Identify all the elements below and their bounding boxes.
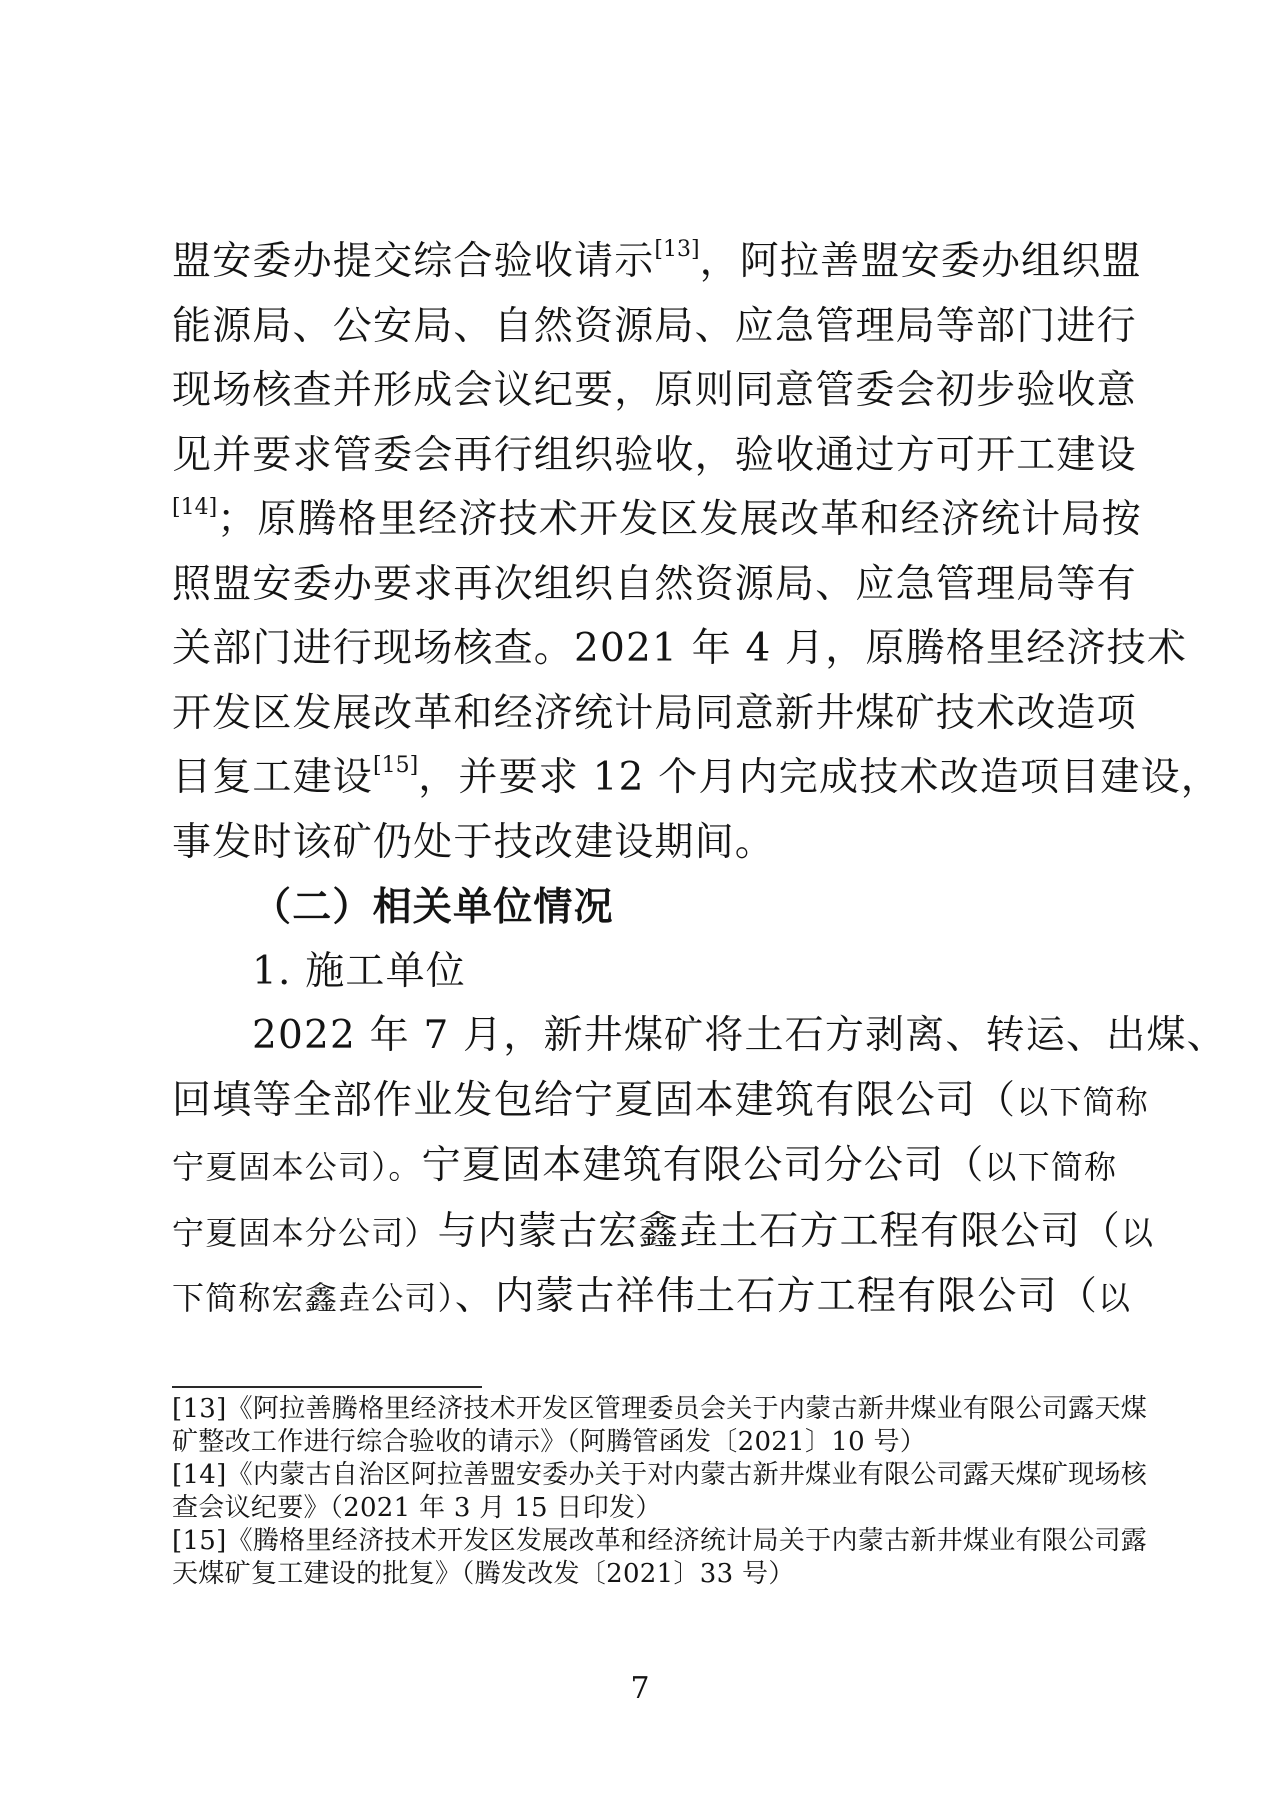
text-line: 开发区发展改革和经济统计局同意新井煤矿技术改造项 — [172, 690, 1137, 736]
line-text: 回填等全部作业发包给宁夏固本建筑有限公司（ — [172, 1077, 1017, 1123]
abbreviation-note: 以 — [1098, 1279, 1132, 1317]
text-line — [172, 230, 1142, 295]
footnote-14-line1: [14]《内蒙古自治区阿拉善盟安委办关于对内蒙古新井煤业有限公司露天煤矿现场核 — [172, 1460, 1148, 1490]
line-text: ，阿拉善盟安委办组织盟 — [699, 239, 1142, 284]
text-line: 2022 年 7 月，新井煤矿将土石方剥离、转运、出煤、 — [252, 1013, 1227, 1058]
text-line — [172, 488, 1142, 553]
text-line — [172, 1134, 1142, 1200]
text-line: 能源局、公安局、自然资源局、应急管理局等部门进行 — [172, 303, 1137, 349]
text-line: 现场核查并形成会议纪要，原则同意管委会初步验收意 — [172, 368, 1137, 413]
text-line — [172, 1200, 1155, 1266]
page-number: 7 — [630, 1671, 650, 1706]
line-text: ；原腾格里经济技术开发区发展改革和经济统计局按 — [217, 497, 1142, 542]
abbreviation-note: 宁夏固本分公司） — [172, 1213, 438, 1252]
abbreviation-note: 以下简称 — [984, 1148, 1118, 1186]
footnote-13-line1: [13]《阿拉善腾格里经济技术开发区管理委员会关于内蒙古新井煤业有限公司露天煤 — [172, 1394, 1148, 1424]
main-text-block — [172, 230, 1227, 1331]
text-line: 关部门进行现场核查。2021 年 4 月，原腾格里经济技术 — [172, 626, 1188, 671]
footnotes-block — [172, 1393, 1152, 1591]
line-text: 目复工建设 — [172, 755, 374, 800]
text-line: 照盟安委办要求再次组织自然资源局、应急管理局等有 — [172, 561, 1137, 607]
text-line — [172, 1265, 1142, 1331]
footnote-ref-15: [15] — [373, 753, 419, 778]
text-line — [172, 746, 1222, 811]
abbreviation-note: 宁夏固本公司）。 — [172, 1148, 422, 1186]
abbreviation-note: 下简称宏鑫垚公司） — [172, 1279, 455, 1317]
line-text: ，并要求 12 个月内完成技术改造项目建设， — [418, 755, 1222, 800]
abbreviation-note: 以 — [1121, 1213, 1155, 1252]
line-text: 与内蒙古宏鑫垚土石方工程有限公司（ — [437, 1208, 1122, 1254]
text-line — [172, 1069, 1150, 1135]
footnote-15-line1: [15]《腾格里经济技术开发区发展改革和经济统计局关于内蒙古新井煤业有限公司露 — [172, 1526, 1148, 1556]
footnote-ref-13: [13] — [654, 237, 700, 262]
text-line: 事发时该矿仍处于技改建设期间。 — [172, 819, 776, 865]
footnote-15-line2: 天煤矿复工建设的批复》（腾发改发〔2021〕33 号） — [172, 1559, 795, 1589]
subsection-heading: 1. 施工单位 — [252, 948, 467, 994]
footnote-ref-14: [14] — [172, 495, 218, 520]
footnote-13-line2: 矿整改工作进行综合验收的请示》（阿腾管函发〔2021〕10 号） — [172, 1427, 927, 1457]
footnote-separator — [172, 1386, 482, 1388]
footnote-14-line2: 查会议纪要》（2021 年 3 月 15 日印发） — [172, 1493, 662, 1523]
line-text: 、内蒙古祥伟土石方工程有限公司（ — [454, 1274, 1099, 1319]
line-text: 宁夏固本建筑有限公司分公司（ — [421, 1143, 985, 1188]
abbreviation-note: 以下简称 — [1016, 1082, 1150, 1121]
text-line: 见并要求管委会再行组织验收，验收通过方可开工建设 — [172, 432, 1137, 478]
line-text: 盟安委办提交综合验收请示 — [172, 239, 655, 284]
section-heading: （二）相关单位情况 — [252, 884, 614, 930]
